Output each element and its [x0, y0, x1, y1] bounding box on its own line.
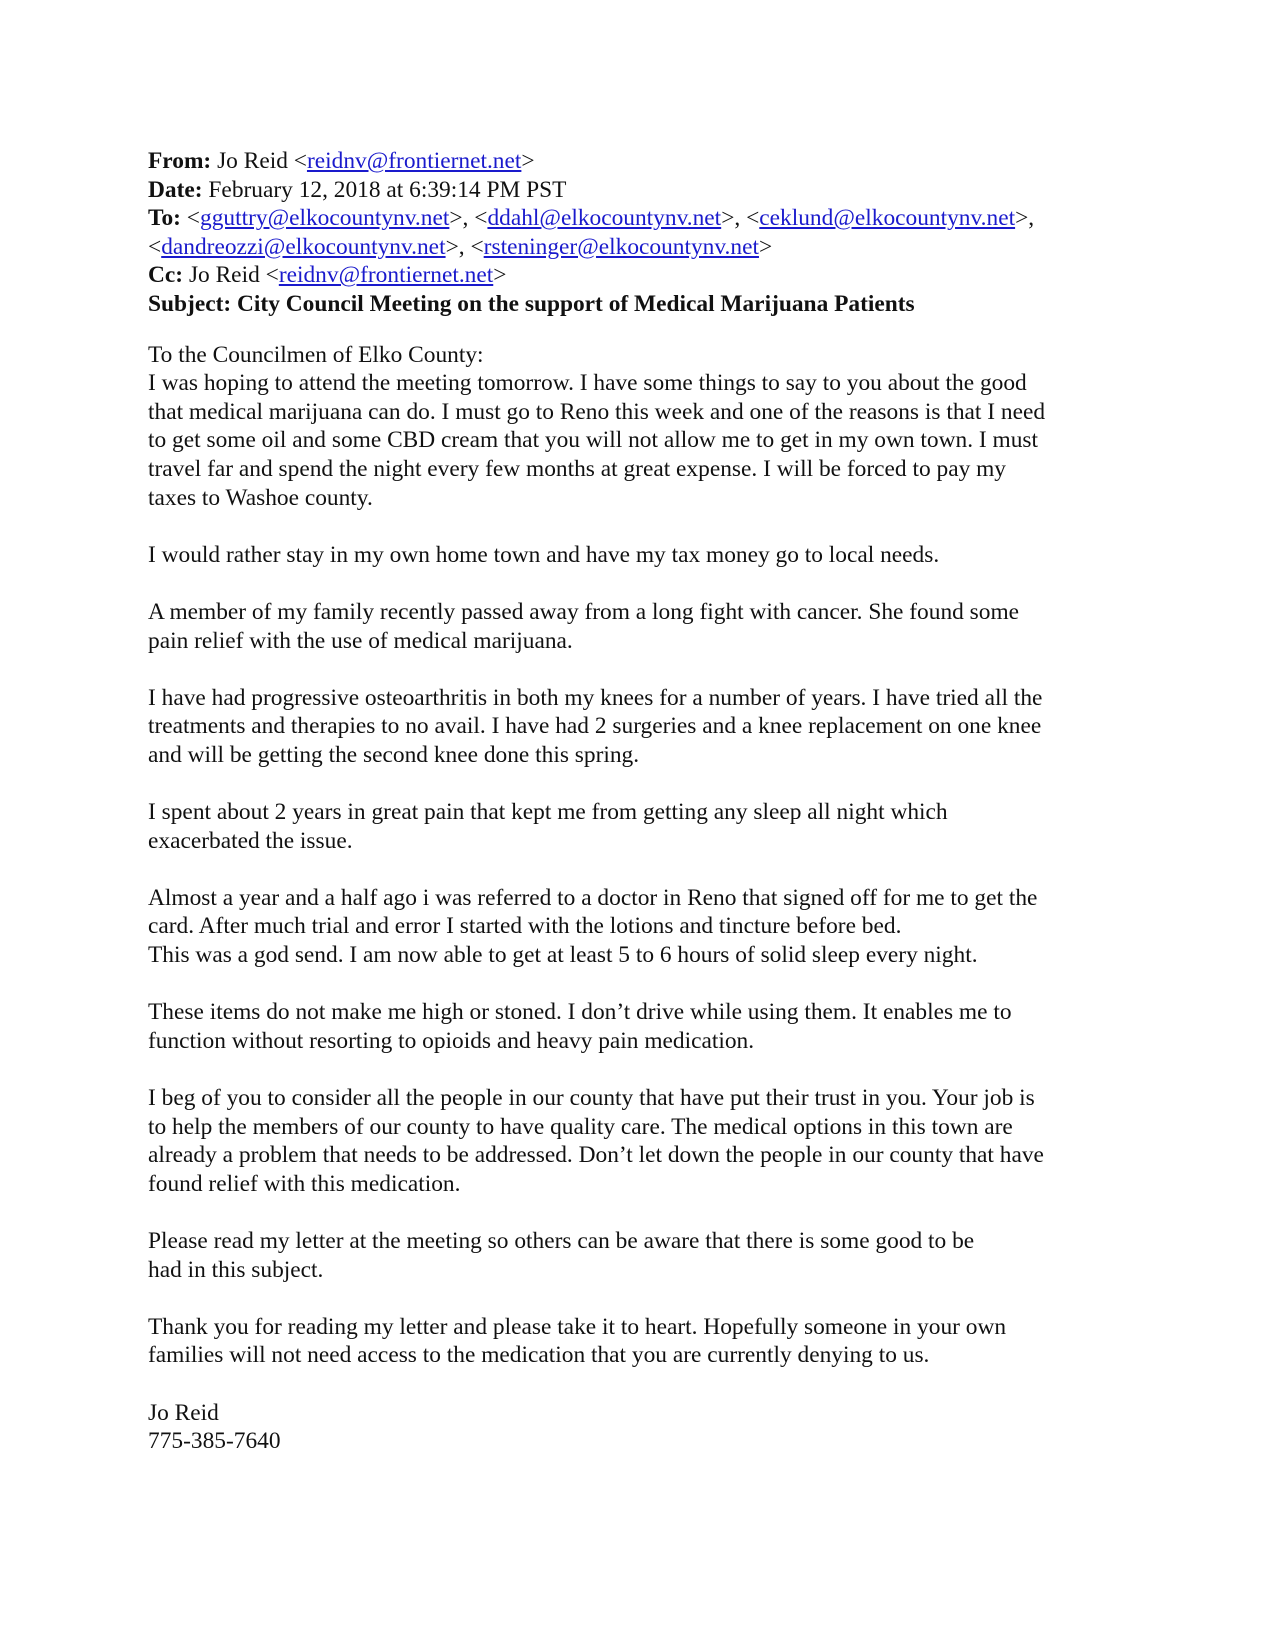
body-paragraph	[148, 1227, 1148, 1284]
cc-label: Cc:	[148, 262, 184, 289]
body-paragraph	[148, 884, 1148, 970]
paragraph-line: I beg of you to consider all the people in our county that have put their trust in you. Your job is	[148, 1085, 1035, 1111]
body-paragraph	[148, 998, 1148, 1055]
to-line: To: <gguttry@elkocountynv.net>, <ddahl@elkocountynv.net>, <ceklund@elkocountynv.net>,	[148, 205, 1035, 232]
paragraph-line: I would rather stay in my own home town and have my tax money go to local needs.	[148, 541, 940, 568]
paragraph-line: Please read my letter at the meeting so others can be aware that there is some good to be	[148, 1227, 975, 1254]
paragraph-line: I was hoping to attend the meeting tomorrow. I have some things to say to you about the good	[148, 370, 1027, 397]
paragraph-line: I have had progressive osteoarthritis in both my knees for a number of years. I have tried all the	[148, 684, 1043, 711]
cc-name: Jo Reid	[188, 262, 260, 289]
body-paragraph	[148, 1313, 1148, 1370]
paragraph-line: To the Councilmen of Elko County:	[148, 341, 484, 368]
paragraph-line: I spent about 2 years in great pain that kept me from getting any sleep all night which	[148, 799, 948, 826]
paragraph-line: A member of my family recently passed away from a long fight with cancer. She found some	[148, 598, 1020, 625]
signature	[148, 1399, 1148, 1456]
date-label: Date:	[148, 176, 203, 203]
cc-line: Cc: Jo Reid <reidnv@frontiernet.net>	[148, 262, 507, 289]
paragraph-line: and will be getting the second knee done this spring.	[148, 741, 640, 768]
subject-value: City Council Meeting on the support of Medical Marijuana Patients	[237, 290, 915, 317]
paragraph-line: function without resorting to opioids and heavy pain medication.	[148, 1027, 755, 1054]
paragraph-line: Almost a year and a half ago i was referred to a doctor in Reno that signed off for me to get the	[148, 884, 1038, 911]
to-email-link[interactable]: rsteninger@elkocountynv.net	[483, 233, 759, 260]
paragraph-line: pain relief with the use of medical marijuana.	[148, 627, 573, 654]
paragraph-line: exacerbated the issue.	[148, 827, 353, 854]
from-label: From:	[148, 148, 212, 174]
paragraph-line: that medical marijuana can do. I must go to Reno this week and one of the reasons is that I need	[148, 398, 1046, 425]
letter-body	[148, 341, 1148, 1370]
to-label: To:	[148, 205, 181, 232]
body-paragraph	[148, 541, 1148, 570]
paragraph-line: found relief with this medication.	[148, 1170, 461, 1197]
date-value: February 12, 2018 at 6:39:14 PM PST	[208, 176, 567, 203]
body-paragraph	[148, 598, 1148, 655]
subject-label: Subject:	[148, 290, 232, 317]
from-email-link[interactable]: reidnv@frontiernet.net	[306, 148, 522, 174]
cc-email-link[interactable]: reidnv@frontiernet.net	[278, 262, 494, 289]
paragraph-line: This was a god send. I am now able to get at least 5 to 6 hours of solid sleep every night.	[148, 942, 978, 969]
paragraph-line: taxes to Washoe county.	[148, 484, 373, 511]
paragraph-line: treatments and therapies to no avail. I have had 2 surgeries and a knee replacement on one knee	[148, 713, 1042, 740]
body-paragraph	[148, 1084, 1148, 1198]
body-paragraph	[148, 684, 1148, 770]
subject-line	[148, 290, 1148, 319]
to-email-link[interactable]: ddahl@elkocountynv.net	[487, 205, 722, 232]
paragraph-line: to help the members of our county to have quality care. The medical options in this town are	[148, 1113, 1013, 1140]
from-line: From: Jo Reid <reidnv@frontiernet.net>	[148, 148, 535, 174]
paragraph-line: Thank you for reading my letter and please take it to heart. Hopefully someone in your own	[148, 1313, 1007, 1340]
paragraph-line: to get some oil and some CBD cream that you will not allow me to get in my own town. I must	[148, 427, 1039, 454]
to-email-link[interactable]: dandreozzi@elkocountynv.net	[161, 233, 446, 260]
to-email-link[interactable]: ceklund@elkocountynv.net	[759, 205, 1016, 232]
from-name: Jo Reid	[217, 148, 288, 174]
to-email-link[interactable]: gguttry@elkocountynv.net	[200, 205, 450, 232]
email-header	[148, 147, 1148, 319]
paragraph-line: These items do not make me high or stoned. I don’t drive while using them. It enables me to	[148, 999, 1012, 1026]
paragraph-line: card. After much trial and error I started with the lotions and tincture before bed.	[148, 913, 902, 940]
paragraph-line: travel far and spend the night every few months at great expense. I will be forced to pay my	[148, 455, 1007, 482]
body-paragraph	[148, 798, 1148, 855]
email-printout	[148, 147, 1148, 1456]
body-paragraph	[148, 341, 1148, 513]
date-line	[148, 176, 1148, 205]
paragraph-line: had in this subject.	[148, 1256, 324, 1283]
signature-name: Jo Reid	[148, 1399, 219, 1426]
signature-phone: 775-385-7640	[148, 1428, 281, 1455]
to-line-continued: <dandreozzi@elkocountynv.net>, <rsteninger@elkocountynv.net>	[148, 233, 773, 260]
paragraph-line: families will not need access to the medication that you are currently denying to us.	[148, 1342, 930, 1369]
paragraph-line: already a problem that needs to be addressed. Don’t let down the people in our county that have	[148, 1142, 1044, 1169]
